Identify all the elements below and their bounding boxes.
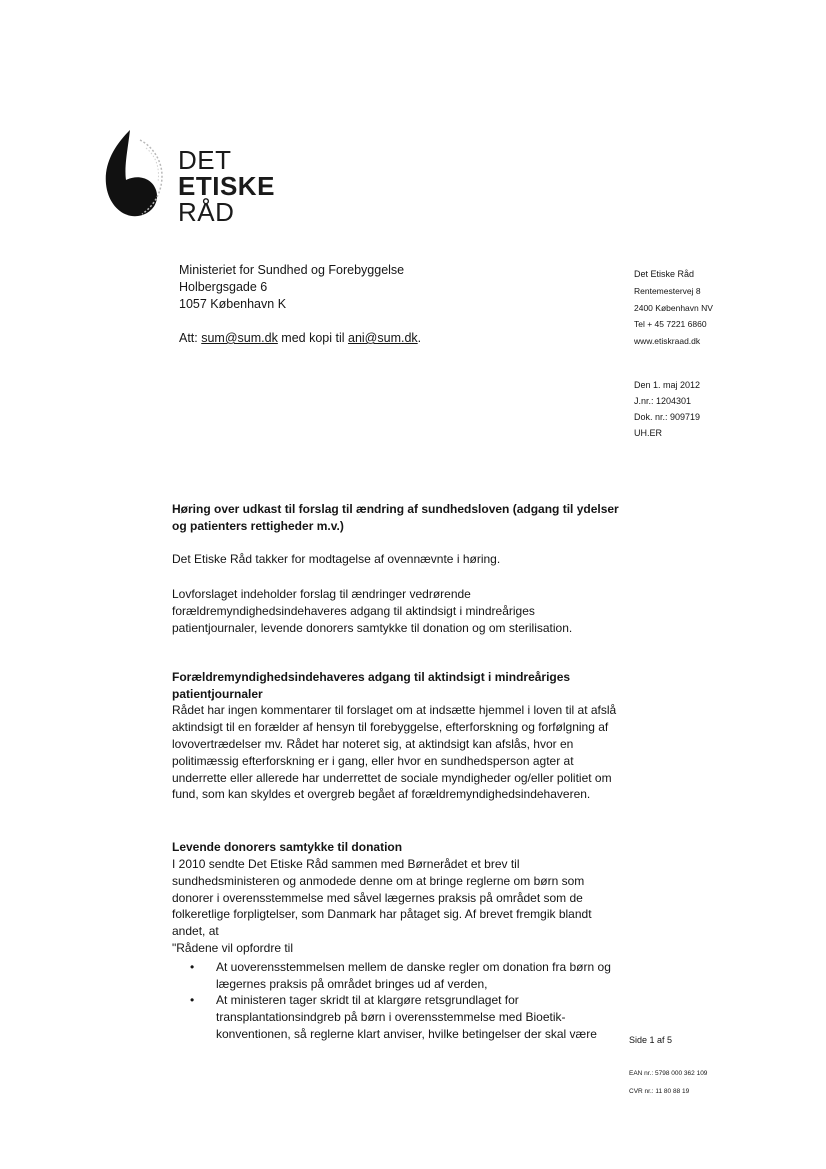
sender-website: www.etiskraad.dk [634,336,701,347]
section-text-access: Rådet har ingen kommentarer til forslaget om at indsætte hjemmel i loven til at afslå aktindsigt til en forælder af hensyn til forebyggelse, efterforskning og forfølgning af lovovertrædelser mv. Rådet har noteret sig, at aktindsigt kan afslås, hvor en politimæssig efterforskning er i gang, eller hvor en sundhedsperson agter at underrette eller allerede har underrettet de sociale myndigheder og/eller politiet om fund, som kan skyldes et overgreb begået af forældremyndighedsindehaveren. [172,703,617,802]
sender-street: Rentemestervej 8 [634,285,701,296]
letter-date: Den 1. maj 2012 [634,380,701,390]
attention-line [179,331,421,345]
recipient-street: Holbergsgade 6 [179,280,268,294]
att-email-link-copy[interactable]: ani@sum.dk [348,331,418,345]
paragraph-thanks: Det Etiske Råd takker for modtagelse af ovennævnte i høring. [172,551,501,566]
recipient-address [179,262,404,313]
bullet-icon: • [190,993,195,1008]
sender-address [634,266,713,350]
author-initials: UH.ER [634,428,663,438]
section-heading-access: Forældremyndighedsindehaveres adgang til aktindsigt i mindreåriges patientjournaler [172,669,571,701]
att-suffix: . [417,331,422,345]
paragraph-overview: Lovforslaget indeholder forslag til ændringer vedrørende forældremyndighedsindehaveres adgang til aktindsigt i mindreåriges patientjournaler, levende donorers samtykke til donation og om sterilisation. [172,587,573,635]
list-item [190,959,622,993]
letter-metadata [634,377,700,441]
sender-name: Det Etiske Råd [634,269,695,279]
quote-intro: "Rådene vil opfordre til [172,940,293,955]
letter-body [172,501,622,1043]
logo-text-line3: RÅD [178,197,235,227]
att-middle: med kopi til [277,331,348,345]
logo-text-line2: ETISKE [178,171,275,201]
sender-city: 2400 København NV [634,302,713,313]
att-prefix: Att: [179,331,202,345]
document-number: Dok. nr.: 909719 [634,412,701,422]
logo-text-line1: DET [178,145,232,175]
recipient-city: 1057 København K [179,297,287,311]
att-email-link-primary[interactable]: sum@sum.dk [201,331,278,345]
logo-swirl-icon [100,128,168,220]
letter-heading: Høring over udkast til forslag til ændring af sundhedsloven (adgang til ydelser og patienters rettigheder m.v.) [172,502,619,533]
recipient-name: Ministeriet for Sundhed og Forebyggelse [179,263,405,277]
page-number: Side 1 af 5 [629,1035,673,1045]
ean-number: EAN nr.: 5798 000 362 109 [629,1070,708,1077]
list-item-text: At ministeren tager skridt til at klargøre retsgrundlaget for transplantationsindgreb på børn i overensstemmelse med Bioetik-konventionen, så reglerne klart anviser, hvilke betingelser der skal være [216,993,597,1041]
journal-number: J.nr.: 1204301 [634,396,692,406]
council-logo [100,128,275,228]
list-item [190,992,622,1042]
section-text-donors: I 2010 sendte Det Etiske Råd sammen med Børnerådet et brev til sundhedsministeren og anmodede denne om at bringe reglerne om børn som donorer i overensstemmelse med såvel lægernes praksis på området som de folkeretlige forpligtelser, som Danmark har påtaget sig. Af brevet fremgik blandt andet, at [172,856,592,939]
sender-phone: Tel + 45 7221 6860 [634,319,707,330]
cvr-number: CVR nr.: 11 80 88 19 [629,1088,690,1095]
recommendation-list [172,959,622,1043]
bullet-icon: • [190,959,195,974]
list-item-text: At uoverensstemmelsen mellem de danske regler om donation fra børn og lægernes praksis på området bringes ud af verden, [216,959,611,991]
section-heading-donors: Levende donorers samtykke til donation [172,840,403,855]
